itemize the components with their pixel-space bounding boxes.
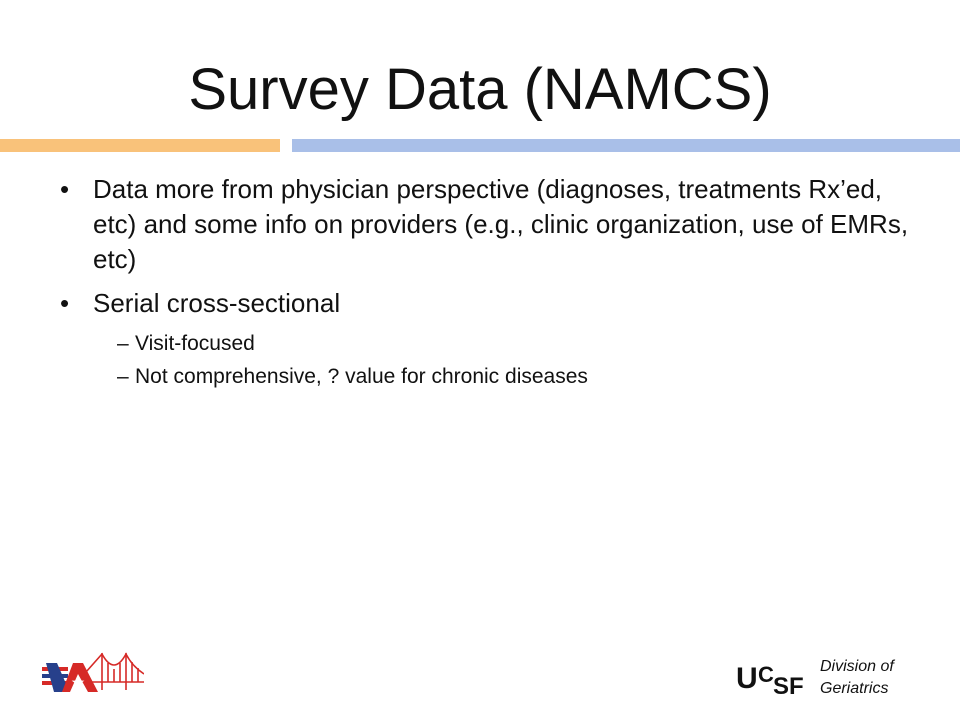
bullet-marker: •: [60, 288, 70, 318]
bullet-item: [60, 172, 920, 277]
sub-bullet-text: Visit-focused: [135, 332, 255, 355]
bullet-item: [60, 286, 920, 321]
accent-bar-blue: [292, 139, 960, 152]
sub-bullet-marker: –: [117, 332, 129, 355]
bullet-text: Data more from physician perspective (diagnoses, treatments Rx’ed, etc) and some info on providers (e.g., clinic organization, use of EMRs, etc): [93, 174, 909, 274]
accent-bar-orange: [0, 139, 280, 152]
svg-text:C: C: [758, 662, 774, 687]
sub-bullet-marker: –: [117, 365, 129, 388]
ucsf-logo: [736, 658, 816, 694]
svg-text:SF: SF: [773, 673, 804, 694]
va-logo: [40, 650, 144, 696]
sub-bullet-item: [60, 363, 920, 391]
slide-title: Survey Data (NAMCS): [188, 57, 772, 122]
division-line-2: Geriatrics: [820, 680, 889, 697]
bullet-marker: •: [60, 174, 70, 204]
bullet-text: Serial cross-sectional: [93, 288, 341, 318]
bullet-list: [60, 172, 920, 396]
division-line-1: Division of: [820, 658, 894, 675]
sub-bullet-text: Not comprehensive, ? value for chronic diseases: [135, 365, 588, 388]
sub-bullet-item: [60, 330, 920, 358]
svg-text:U: U: [736, 662, 758, 694]
division-label: [820, 656, 894, 700]
